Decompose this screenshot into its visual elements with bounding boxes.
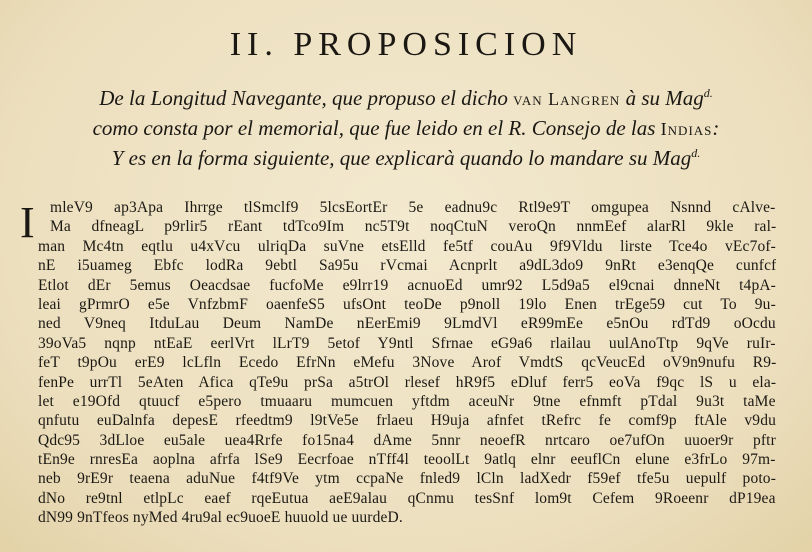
cipher-line: tEn9e rnresEa aoplna afrfa lSe9 Eecrfoae nTff4l teoolLt 9atlq elnr eeuflCn elune e3frLo 97m- — [38, 451, 776, 469]
indias-name: Indias — [660, 119, 713, 139]
cipher-line: dN99 9nTfeos nyMed 4ru9al ec9uoeE huuold ue uurdeD. — [38, 509, 403, 527]
subtitle-1-text-b: à su Mag — [620, 86, 704, 110]
cipher-line: mleV9 ap3Apa Ihrrge tlSmclf9 5lcsEortEr 5e eadnu9c Rtl9e9T omgupea Nsnnd cAlve- — [50, 199, 776, 216]
cipher-line: Ma dfneagL p9rlir5 rEant tdTco9Im nc5T9t noqCtuN veroQn nnmEef alarRl 9kle ral- — [50, 218, 777, 236]
author-name: van Langren — [513, 89, 621, 109]
subtitle-2-text-a: como consta por el memorial, que fue leido en el R. Consejo de las — [92, 116, 661, 140]
subtitle-2-text-b: : — [712, 116, 720, 140]
cipher-line: 39oVa5 nqnp ntEaE eerlVrt lLrT9 5etof Y9ntl Sfrnae eG9a6 rlailau uulAnoTtp 9qVe ruIr- — [38, 334, 776, 352]
cipher-line: ned V9neq ItduLau Deum NamDe nEerEmi9 9LmdVl eR99mEe e5nOu rdTd9 oOcdu — [38, 315, 776, 333]
cipher-line: qnfutu euDalnfa depesE rfeedtm9 l9tVe5e frlaeu H9uja afnfet tRefrc fe comf9p ftAle v9du — [38, 412, 776, 430]
subtitle-1-superscript: d. — [703, 86, 713, 100]
drop-cap-initial: I — [20, 198, 35, 247]
subtitle-line-2 — [0, 116, 812, 141]
subtitle-line-1 — [0, 86, 812, 111]
subtitle-3-text: Y es en la forma siguiente, que explicarà quando lo mandare su Mag — [111, 146, 692, 170]
cipher-line: fenPe urrTl 5eAten Afica qTe9u prSa a5trOl rlesef hR9f5 eDluf ferr5 eoVa f9qc lS u ela- — [38, 373, 776, 391]
cipher-line: Qdc95 3dLloe eu5ale uea4Rrfe fo15na4 dAme 5nnr neoefR nrtcaro oe7ufOn uuoer9r pftr — [38, 431, 776, 449]
cipher-line: neb 9rE9r teaena aduNue f4tf9Ve ytm ccpaNe fnled9 lCln ladXedr f59ef tfe5u uepulf poto- — [38, 470, 776, 488]
cipher-line: man Mc4tn eqtlu u4xVcu ulriqDa suVne etsElld fe5tf couAu 9f9Vldu lirste Tce4o vEc7of- — [38, 237, 776, 255]
cipher-line: let e19Ofd qtuucf e5pero tmuaaru mumcuen yftdm aceuNr 9tne efnmft pTdal 9u3t taMe — [38, 392, 776, 410]
subtitle-3-superscript: d. — [691, 146, 701, 160]
cipher-line: Etlot dEr 5emus Oeacdsae fucfoMe e9lrr19 acnuoEd umr92 L5d9a5 el9cnai dnneNt t4pA- — [38, 276, 776, 294]
cipher-line: nE i5uameg Ebfc lodRa 9ebtl Sa95u rVcmai Acnprlt a9dL3do9 9nRt e3enqQe cunfcf — [38, 257, 776, 275]
subtitle-1-text-a: De la Longitud Navegante, que propuso el dicho — [99, 86, 514, 110]
cipher-line: leai gPrmrO e5e VnfzbmF oaenfeS5 ufsOnt teoDe p9noll 19lo Enen trEge59 cut To 9u- — [38, 295, 776, 313]
page-title: II. PROPOSICION — [229, 26, 583, 63]
subtitle-line-3 — [0, 146, 812, 171]
cipher-line: feT t9pOu erE9 lcLfln Ecedo EfrNn eMefu 3Nove Arof VmdtS qcVeucEd oV9n9nufu R9- — [38, 354, 776, 372]
cipher-line: dNo re9tnl etlpLc eaef rqeEutua aeE9alau qCnmu tesSnf lom9t Cefem 9Roeenr dP19ea — [38, 489, 776, 507]
cipher-text-block — [38, 198, 776, 528]
